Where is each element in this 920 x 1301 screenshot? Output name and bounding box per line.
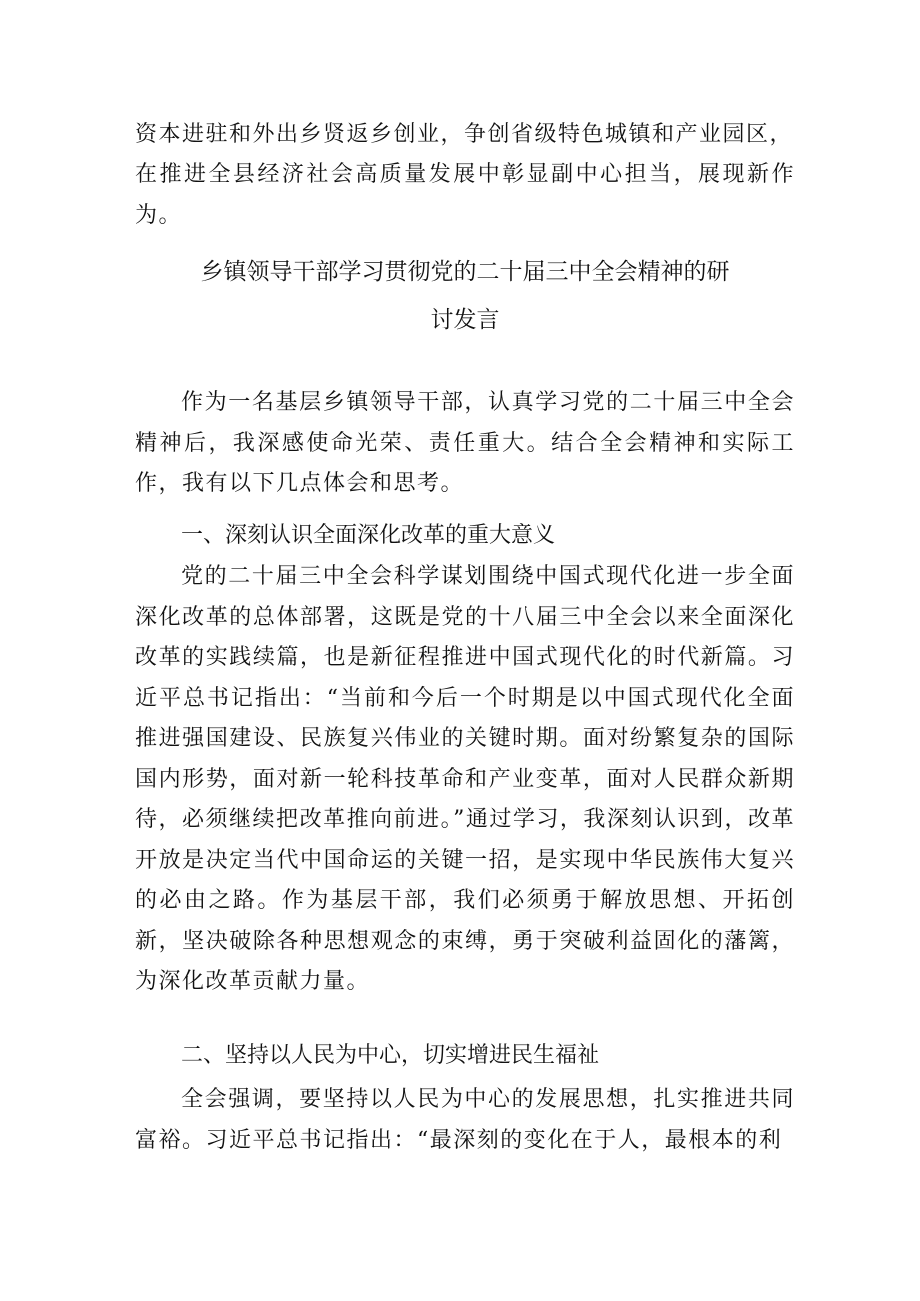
section-1-heading: 一、深刻认识全面深化改革的重大意义	[181, 523, 556, 548]
article-title-line-1: 乡镇领导干部学习贯彻党的二十届三中全会精神的研	[200, 259, 730, 285]
article-title-line-2: 讨发言	[430, 307, 500, 333]
section-2-body: 全会强调，要坚持以人民为中心的发展思想，扎实推进共同富裕。习近平总书记指出：“最深刻的变化在于人，最根本的利	[135, 1087, 795, 1153]
continuation-line-1: 资本进驻和外出乡贤返乡创业，争创省级特色城镇和产业园区，	[135, 122, 794, 147]
continuation-line-2: 在推进全县经济社会高质量发展中彰显副中心担当，展现新作为。	[135, 162, 795, 228]
intro-paragraph: 作为一名基层乡镇领导干部，认真学习党的二十届三中全会精神后，我深感使命光荣、责任重大。结合全会精神和实际工作，我有以下几点体会和思考。	[135, 390, 795, 496]
section-1-body: 党的二十届三中全会科学谋划围绕中国式现代化进一步全面深化改革的总体部署，这既是党的十八届三中全会以来全面深化改革的实践续篇，也是新征程推进中国式现代化的时代新篇。习近平总书记指出：“当前和今后一个时期是以中国式现代化全面推进强国建设、民族复兴伟业的关键时期。面对纷繁复杂的国际国内形势，面对新一轮科技革命和产业变革，面对人民群众新期待，必须继续把改革推向前进。”通过学习，我深刻认识到，改革开放是决定当代中国命运的关键一招，是实现中华民族伟大复兴的必由之路。作为基层干部，我们必须勇于解放思想、开拓创新，坚决破除各种思想观念的束缚，勇于突破利益固化的藩篱，为深化改革贡献力量。	[135, 564, 795, 994]
section-2-heading: 二、坚持以人民为中心，切实增进民生福祉	[181, 1043, 600, 1068]
